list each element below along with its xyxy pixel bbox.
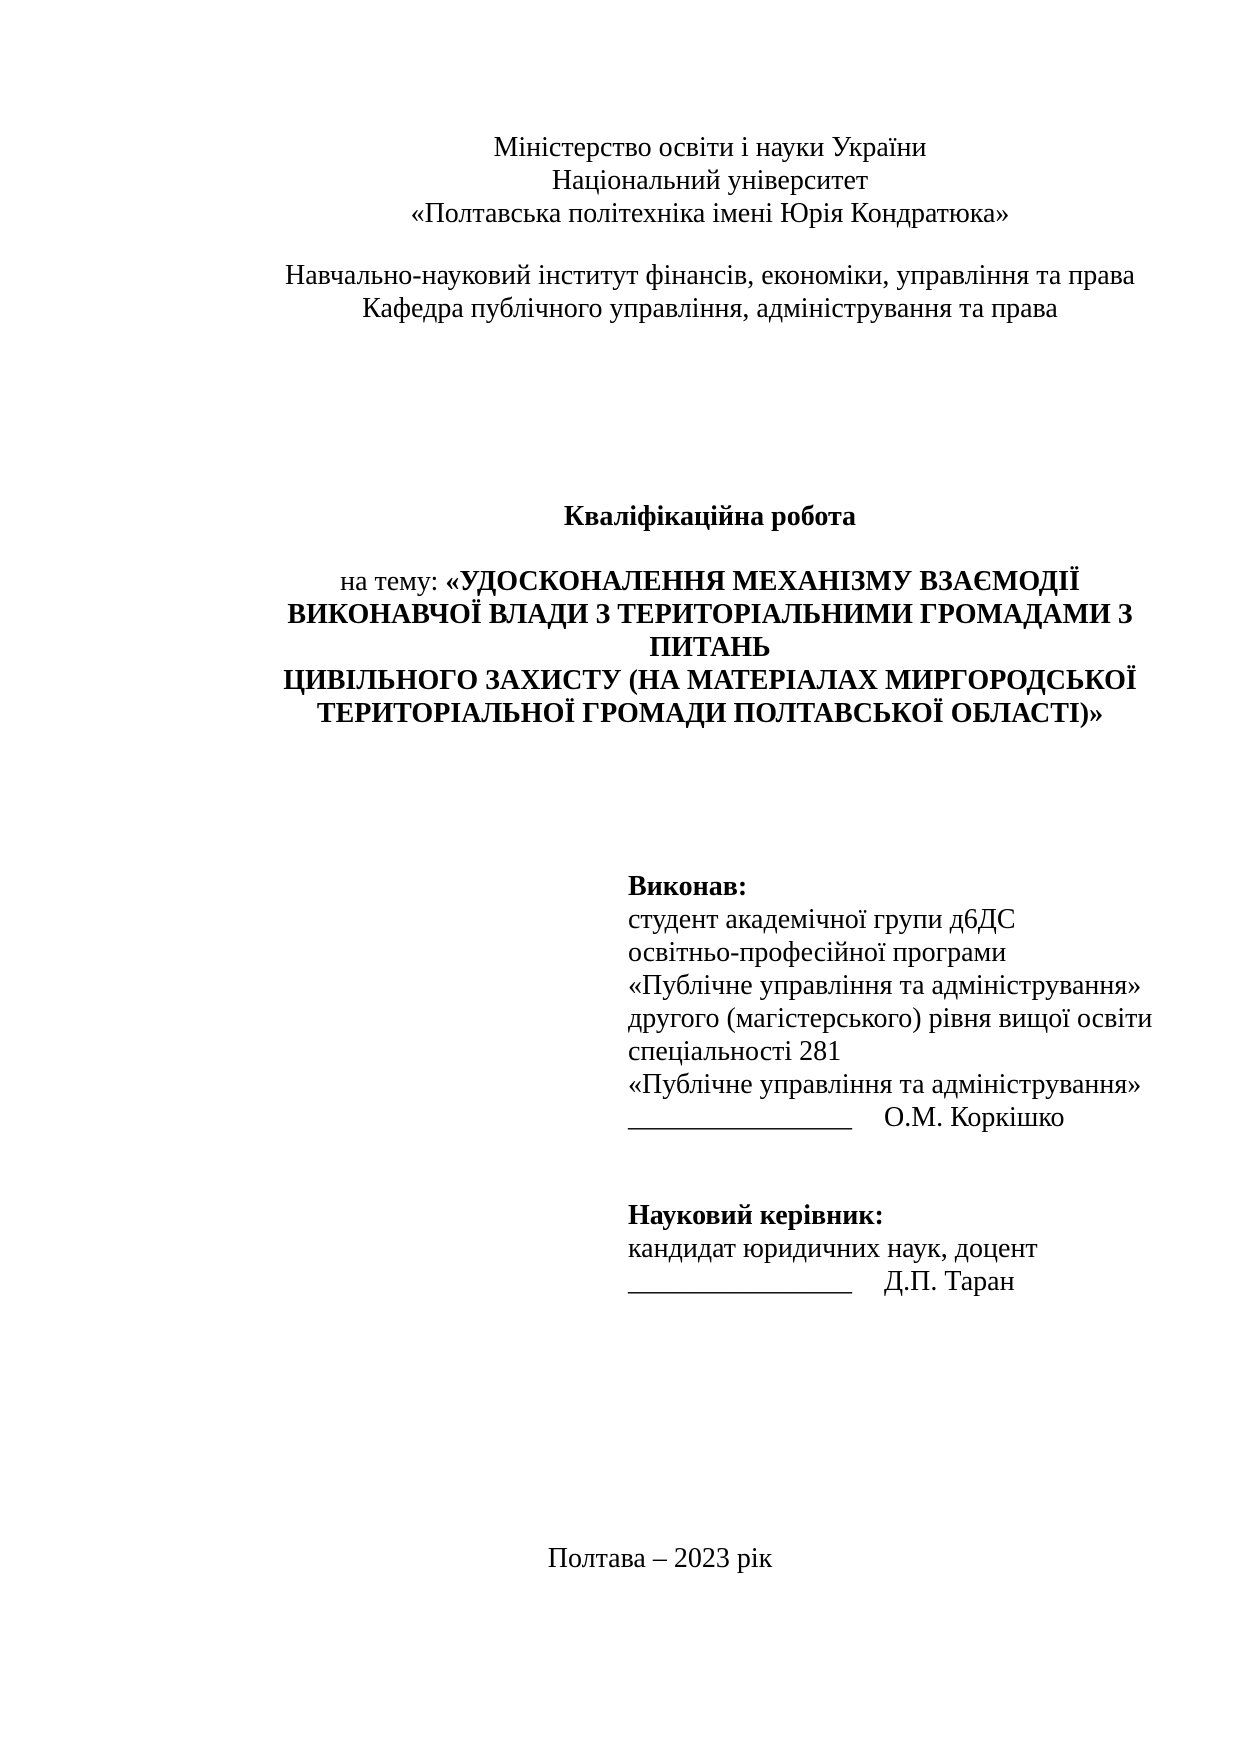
university-header-block	[240, 131, 1180, 230]
author-label: Виконав:	[628, 871, 748, 902]
topic-line-2: ВИКОНАВЧОЇ ВЛАДИ З ТЕРИТОРІАЛЬНИМИ ГРОМАДАМИ З ПИТАНЬ	[287, 599, 1133, 663]
supervisor-signature-row	[628, 1265, 1208, 1298]
department-line: Кафедра публічного управління, адміністрування та права	[362, 293, 1058, 324]
institute-block	[240, 259, 1180, 325]
author-signature-blank: ________________	[628, 1102, 852, 1133]
author-line-program: освітньо-професійної програми	[628, 937, 1007, 968]
supervisor-label: Науковий керівник:	[628, 1200, 884, 1231]
author-line-group: студент академічної групи д6ДС	[628, 904, 1016, 935]
university-line: Національний університет	[551, 165, 869, 196]
topic-prefix: на тему:	[340, 566, 446, 597]
author-line-specialty-name: «Публічне управління та адміністрування»	[628, 1069, 1142, 1100]
author-line-degree-level: другого (магістерського) рівня вищої освіти	[628, 1003, 1153, 1034]
supervisor-signature-blank: ________________	[628, 1266, 852, 1297]
topic-line-1-text: «УДОСКОНАЛЕННЯ МЕХАНІЗМУ ВЗАЄМОДІЇ	[445, 566, 1080, 597]
supervisor-degree-line: кандидат юридичних наук, доцент	[628, 1233, 1038, 1264]
thesis-topic-block	[240, 565, 1180, 730]
university-name-line: «Полтавська політехніка імені Юрія Кондратюка»	[410, 198, 1010, 229]
supervisor-block	[628, 1199, 1208, 1298]
supervisor-name: Д.П. Таран	[884, 1266, 1015, 1297]
topic-line-4: ТЕРИТОРІАЛЬНОЇ ГРОМАДИ ПОЛТАВСЬКОЇ ОБЛАСТІ)»	[316, 698, 1104, 729]
author-block	[628, 870, 1208, 1134]
topic-line-1	[240, 565, 1180, 598]
author-signature-row	[628, 1101, 1208, 1134]
ministry-line: Міністерство освіти і науки України	[493, 132, 927, 163]
author-name: О.М. Коркішко	[884, 1102, 1065, 1133]
work-type-title: Кваліфікаційна робота	[563, 501, 857, 532]
author-line-specialty: спеціальності 281	[628, 1036, 842, 1067]
topic-line-3: ЦИВІЛЬНОГО ЗАХИСТУ (НА МАТЕРІАЛАХ МИРГОРОДСЬКОЇ	[283, 665, 1137, 696]
institute-line: Навчально-науковий інститут фінансів, економіки, управління та права	[285, 260, 1135, 291]
city-year-line: Полтава – 2023 рік	[547, 1543, 773, 1574]
author-line-program-name: «Публічне управління та адміністрування»	[628, 970, 1142, 1001]
